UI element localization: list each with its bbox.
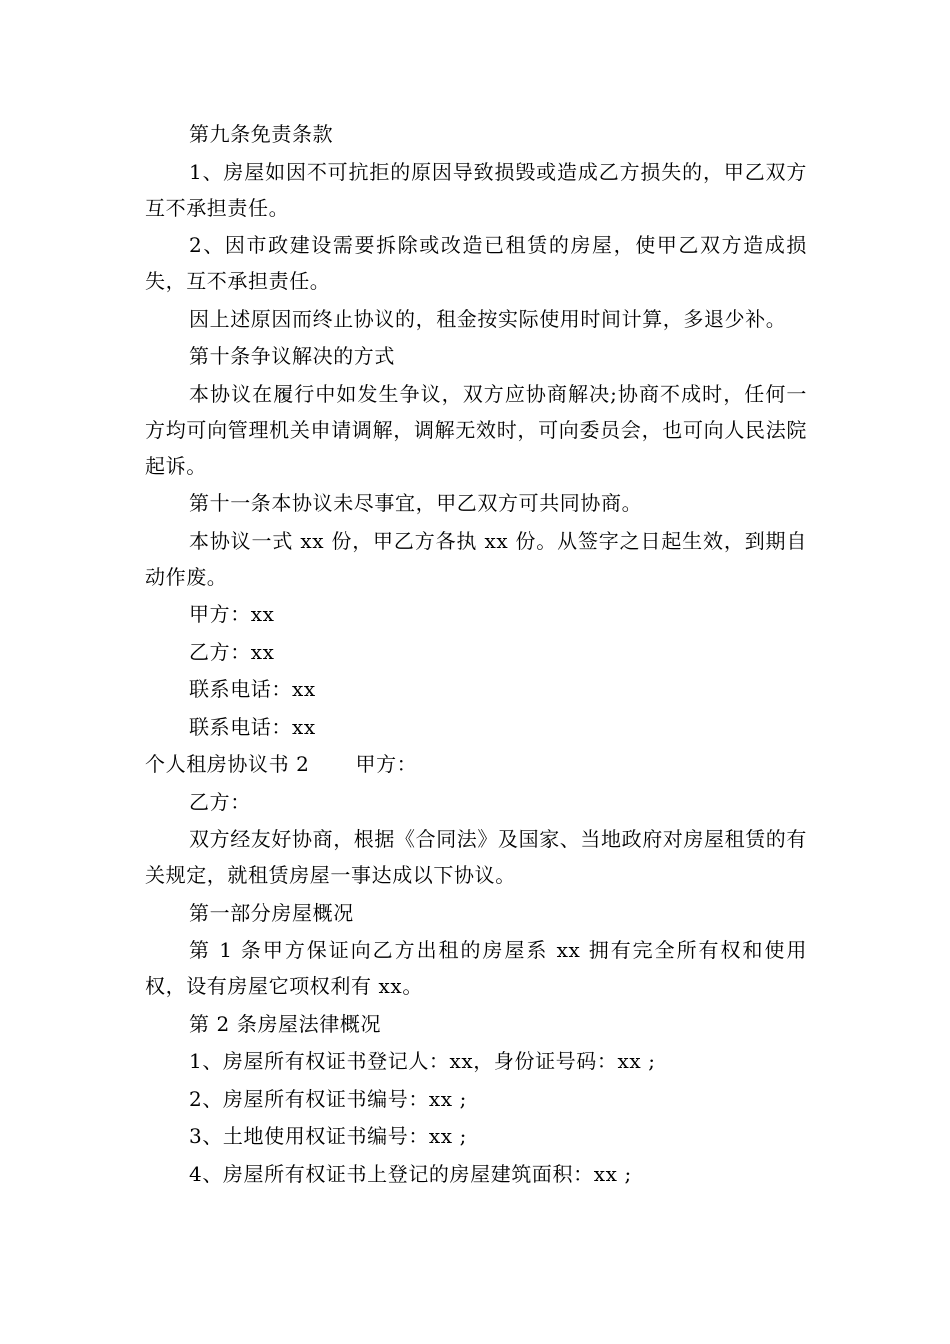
article-2-item-3: 3、土地使用权证书编号：xx ; [189,1124,467,1148]
party-a-signature: 甲方：xx [189,602,275,626]
article-2-item-1: 1、房屋所有权证书登记人：xx，身份证号码：xx ; [189,1049,656,1073]
document-body [145,116,807,1193]
copies-clause: 本协议一式 xx 份，甲乙方各执 xx 份。从签字之日起生效，到期自动作废。 [145,528,807,589]
section-2-party-b: 乙方： [189,789,251,814]
article-9-clause-1: 1、房屋如因不可抗拒的原因导致损毁或造成乙方损失的，甲乙双方互不承担责任。 [145,159,807,220]
article-2-item-4: 4、房屋所有权证书上登记的房屋建筑面积：xx ; [189,1161,632,1186]
article-10-heading: 第十条争议解决的方式 [189,344,395,368]
contact-phone-1: 联系电话：xx [189,677,316,701]
article-11: 第十一条本协议未尽事宜，甲乙双方可共同协商。 [189,491,643,515]
article-9-heading: 第九条免责条款 [189,122,334,146]
article-9-termination-note: 因上述原因而终止协议的，租金按实际使用时间计算，多退少补。 [189,306,787,331]
section-2-heading [145,746,807,782]
article-2-heading: 第 2 条房屋法律概况 [189,1011,382,1036]
article-10-body: 本协议在履行中如发生争议，双方应协商解决;协商不成时，任何一方均可向管理机关申请调解，调解无效时，可向委员会，也可向人民法院起诉。 [145,381,807,478]
article-9-clause-2: 2、因市政建设需要拆除或改造已租赁的房屋，使甲乙双方造成损失，互不承担责任。 [145,233,807,293]
section-2-title: 个人租房协议书 2 [145,752,310,776]
article-2-item-2: 2、房屋所有权证书编号：xx ; [189,1086,467,1111]
article-1: 第 1 条甲方保证向乙方出租的房屋系 xx 拥有完全所有权和使用权，设有房屋它项权利有 xx。 [145,938,807,998]
preamble: 双方经友好协商，根据《合同法》及国家、当地政府对房屋租赁的有关规定，就租赁房屋一事达成以下协议。 [145,827,807,887]
section-2-party-a: 甲方： [355,752,418,776]
party-b-signature: 乙方：xx [189,639,275,664]
part-1-heading: 第一部分房屋概况 [189,900,354,925]
contact-phone-2: 联系电话：xx [189,714,316,739]
